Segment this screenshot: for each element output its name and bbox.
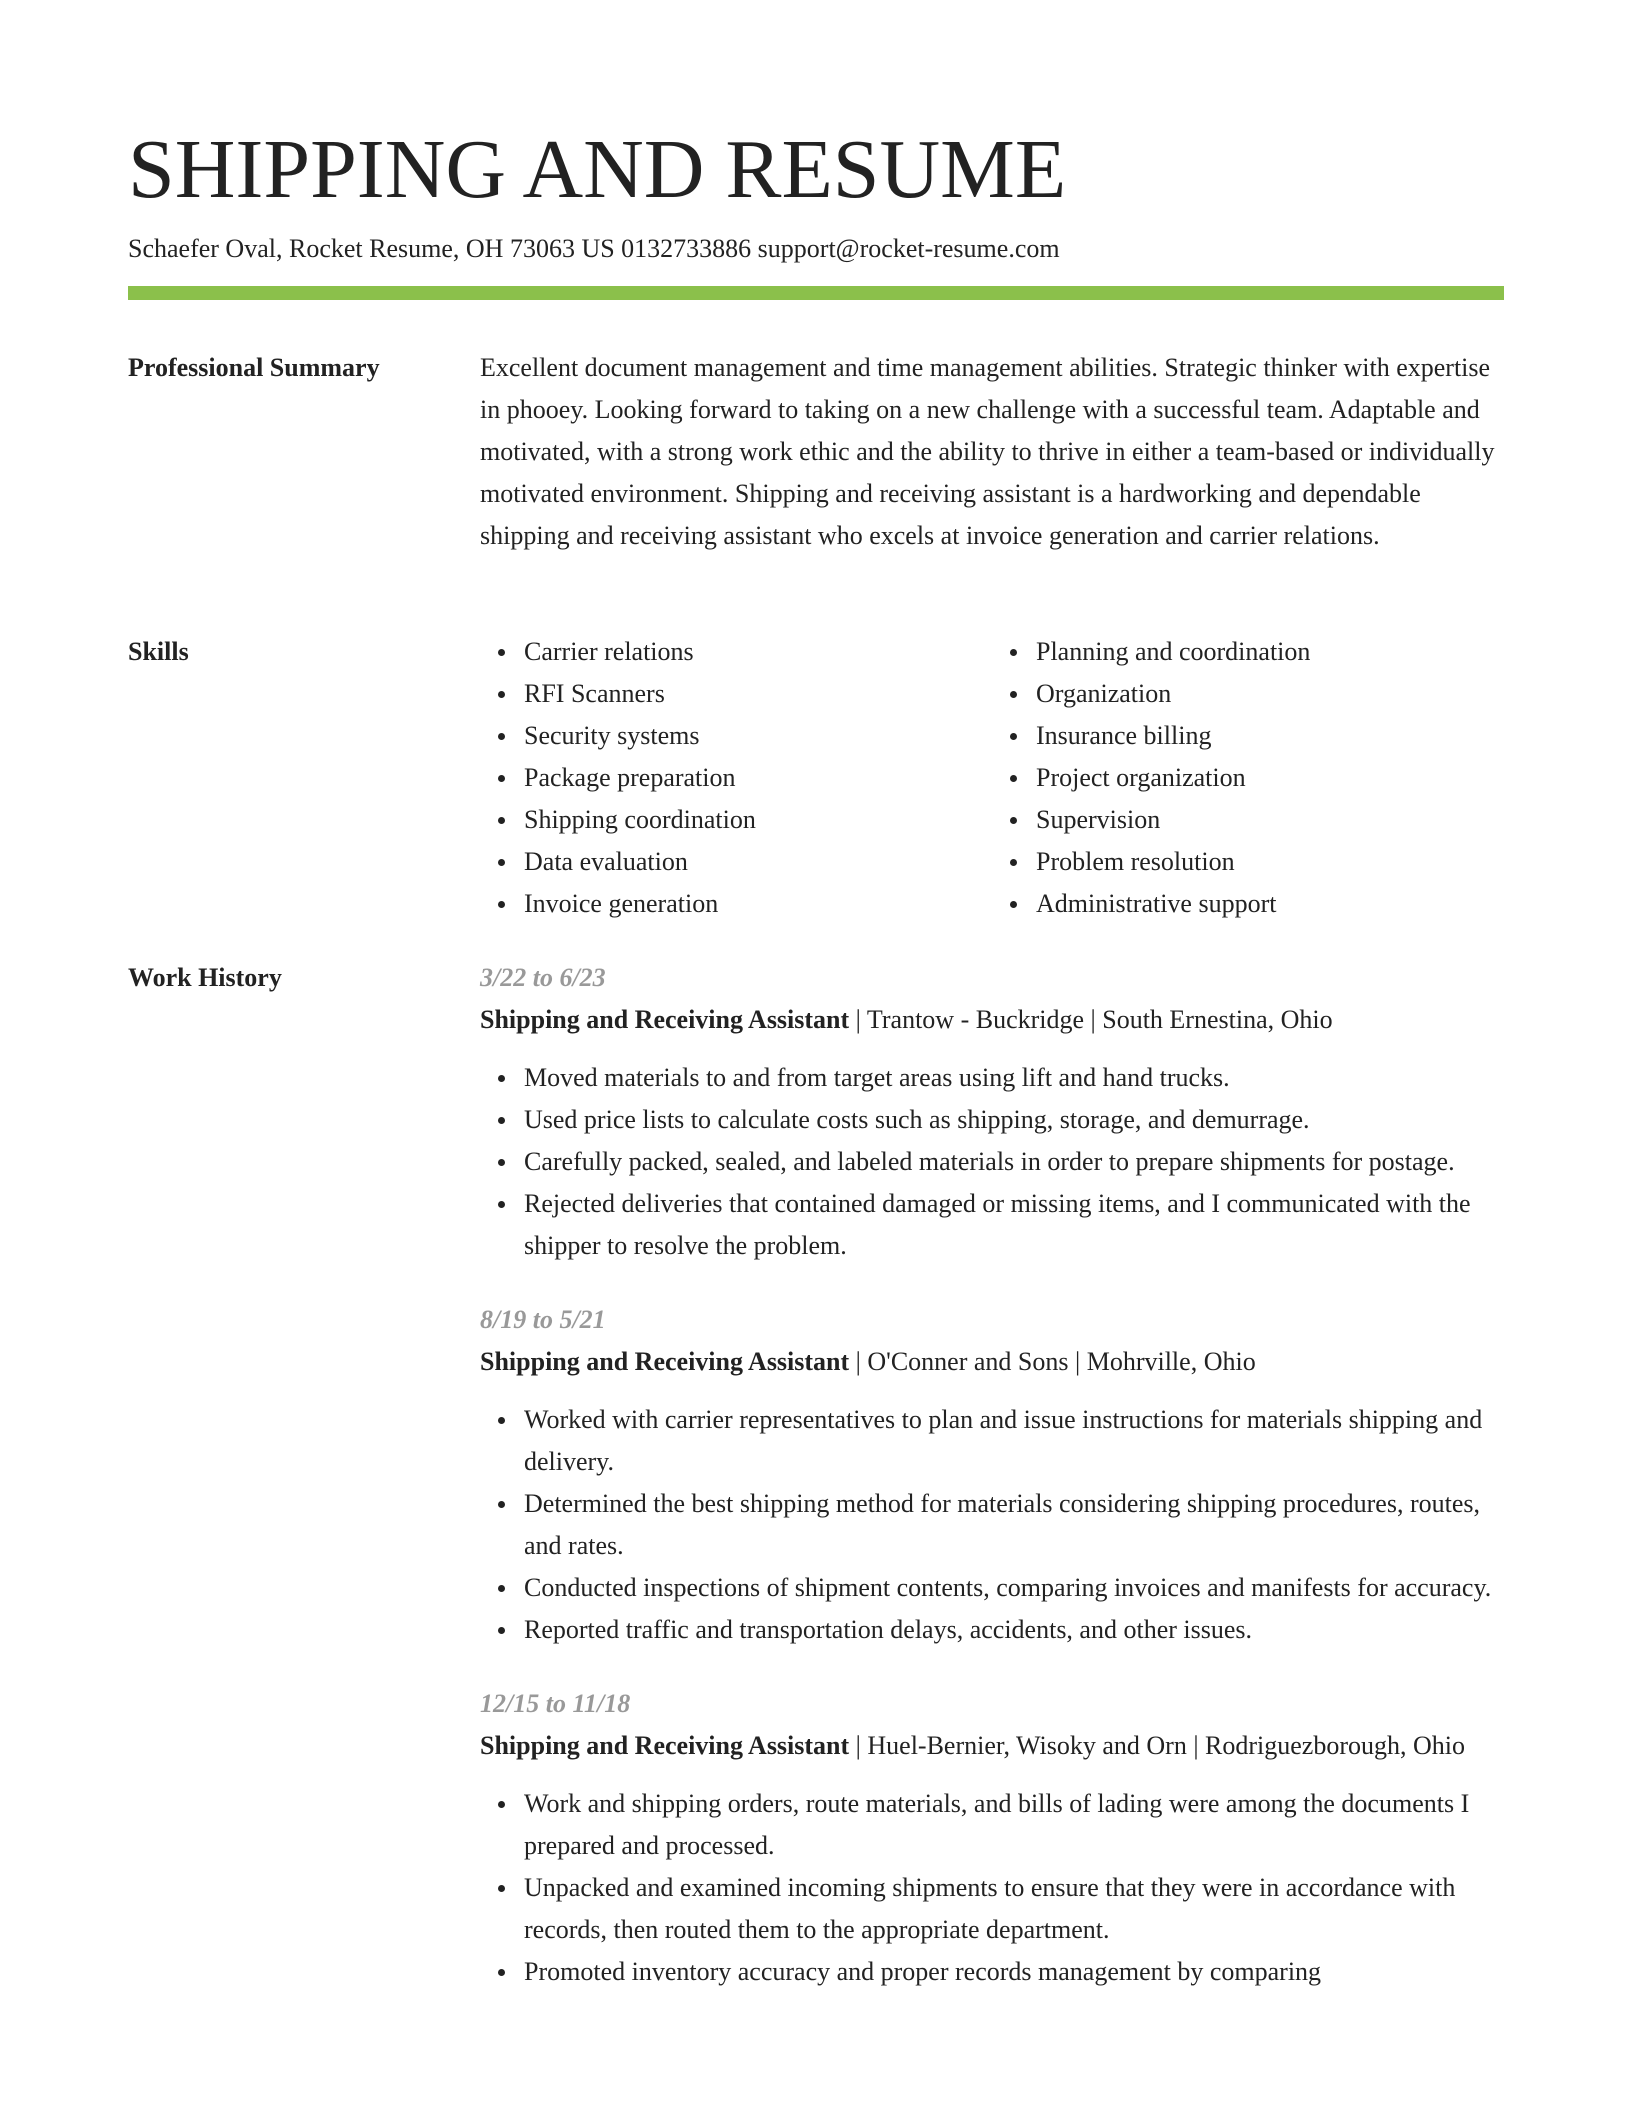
job-entry (480, 1299, 1504, 1651)
job-bullet: Conducted inspections of shipment contents, comparing invoices and manifests for accuracy. (524, 1567, 1504, 1609)
job-heading (480, 999, 1504, 1041)
skill-item: Invoice generation (524, 883, 992, 925)
section-title-work: Work History (128, 963, 282, 992)
job-title: Shipping and Receiving Assistant (480, 1347, 850, 1376)
skill-item: Package preparation (524, 757, 992, 799)
job-bullet: Determined the best shipping method for materials considering shipping procedures, routes, and rates. (524, 1483, 1504, 1567)
resume-name: SHIPPING AND RESUME (128, 123, 1067, 216)
header-divider (128, 286, 1504, 300)
job-dates: 12/15 to 11/18 (480, 1689, 631, 1718)
job-entry (480, 1683, 1504, 1993)
skill-item: Carrier relations (524, 631, 992, 673)
job-details: | O'Conner and Sons | Mohrville, Ohio (849, 1347, 1256, 1376)
skills-list-left (480, 631, 992, 925)
job-bullet: Work and shipping orders, route materials, and bills of lading were among the documents I prepared and processed. (524, 1783, 1504, 1867)
skill-item: Security systems (524, 715, 992, 757)
job-bullets (480, 1399, 1504, 1651)
skill-item: Administrative support (1036, 883, 1504, 925)
job-bullet: Unpacked and examined incoming shipments to ensure that they were in accordance with records, then routed them to the appropriate department. (524, 1867, 1504, 1951)
job-bullet: Reported traffic and transportation delays, accidents, and other issues. (524, 1609, 1504, 1651)
skill-item: Planning and coordination (1036, 631, 1504, 673)
skill-item: Shipping coordination (524, 799, 992, 841)
skill-item: RFI Scanners (524, 673, 992, 715)
job-dates: 8/19 to 5/21 (480, 1305, 606, 1334)
job-heading (480, 1725, 1504, 1767)
job-bullet: Carefully packed, sealed, and labeled materials in order to prepare shipments for postage. (524, 1141, 1504, 1183)
job-bullets (480, 1783, 1504, 1993)
job-dates: 3/22 to 6/23 (480, 963, 606, 992)
skill-item: Insurance billing (1036, 715, 1504, 757)
job-bullet: Rejected deliveries that contained damaged or missing items, and I communicated with the shipper to resolve the problem. (524, 1183, 1504, 1267)
summary-text: Excellent document management and time management abilities. Strategic thinker with expertise in phooey. Looking forward to taking on a new challenge with a successful team. Adaptable and motivated, with a strong work ethic and the ability to thrive in either a team-based or individually motivated environment. Shipping and receiving assistant is a hardworking and dependable shipping and receiving assistant who excels at invoice generation and carrier relations. (480, 353, 1495, 550)
job-entry (480, 957, 1504, 1267)
section-title-skills: Skills (128, 637, 189, 666)
job-details: | Huel-Bernier, Wisoky and Orn | Rodriguezborough, Ohio (849, 1731, 1466, 1760)
skill-item: Supervision (1036, 799, 1504, 841)
skill-item: Organization (1036, 673, 1504, 715)
job-bullet: Moved materials to and from target areas using lift and hand trucks. (524, 1057, 1504, 1099)
skill-item: Project organization (1036, 757, 1504, 799)
job-bullet: Promoted inventory accuracy and proper records management by comparing (524, 1951, 1504, 1993)
job-bullet: Worked with carrier representatives to plan and issue instructions for materials shipping and delivery. (524, 1399, 1504, 1483)
job-details: | Trantow - Buckridge | South Ernestina, Ohio (849, 1005, 1333, 1034)
skill-item: Problem resolution (1036, 841, 1504, 883)
skill-item: Data evaluation (524, 841, 992, 883)
job-title: Shipping and Receiving Assistant (480, 1731, 850, 1760)
section-title-summary: Professional Summary (128, 353, 380, 382)
job-heading (480, 1341, 1504, 1383)
job-bullets (480, 1057, 1504, 1267)
contact-info: Schaefer Oval, Rocket Resume, OH 73063 US 0132733886 support@rocket-resume.com (128, 234, 1060, 263)
job-bullet: Used price lists to calculate costs such as shipping, storage, and demurrage. (524, 1099, 1504, 1141)
job-title: Shipping and Receiving Assistant (480, 1005, 850, 1034)
skills-list-right (992, 631, 1504, 925)
